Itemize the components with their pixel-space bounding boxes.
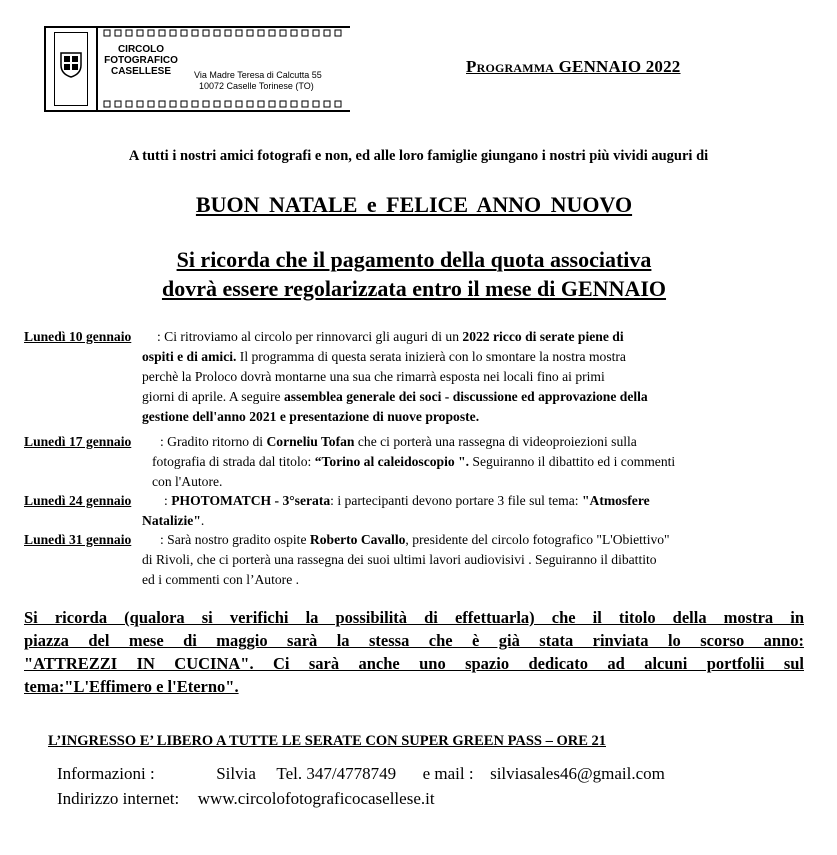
event-date: Lunedì 31 gennaio [24, 532, 132, 547]
contact-phone: Tel. 347/4778749 [276, 764, 397, 783]
film-canister [44, 26, 98, 112]
event-date: Lunedì 24 gennaio [24, 493, 132, 508]
website-link[interactable]: www.circolofotograficocasellese.it [197, 789, 435, 808]
event-item [24, 432, 675, 492]
event-date: Lunedì 10 gennaio [24, 329, 132, 344]
event-text-line: gestione dell'anno 2021 e presentazione di nuove proposte. [142, 409, 480, 424]
event-text-line: perchè la Proloco dovrà montarne una sua che rimarrà esposta nei locali fino ai primi [142, 369, 605, 384]
event-item [24, 491, 650, 531]
contact-email[interactable]: silviasales46@gmail.com [490, 764, 665, 783]
event-text-line: di Rivoli, che ci porterà una rassegna dei suoi ultimi lavori audiovisivi . Seguiranno il dibattito [142, 552, 657, 567]
event-text-line: giorni di aprile. A seguire assemblea generale dei soci - discussione ed approvazione della [142, 389, 648, 404]
program-title: Programma GENNAIO 2022 [466, 57, 681, 76]
email-label: e mail : [422, 764, 474, 783]
event-text-line: : PHOTOMATCH - 3°serata: i partecipanti devono portare 3 file sul tema: "Atmosfere [164, 493, 650, 508]
info-label: Informazioni : [57, 764, 155, 783]
event-date: Lunedì 17 gennaio [24, 434, 132, 449]
event-text-line: Natalizie". [142, 513, 205, 528]
event-text-line: fotografia di strada dal titolo: “Torino al caleidoscopio ". Seguiranno il dibattito ed i commenti [152, 454, 676, 469]
club-logo [44, 26, 350, 112]
greeting-text: A tutti i nostri amici fotografi e non, ed alle loro famiglie giungano i nostri più vividi auguri di [128, 148, 709, 164]
event-text-line: ospiti e di amici. Il programma di questa serata inizierà con lo smontare la nostra mostra [142, 349, 626, 364]
event-item [24, 530, 670, 590]
club-name: CIRCOLO FOTOGRAFICO CASELLESE [104, 44, 178, 77]
website-line [57, 789, 435, 809]
coat-of-arms-icon [60, 52, 82, 78]
contact-info [57, 764, 665, 784]
contact-name: Silvia [216, 764, 256, 783]
fee-reminder: Si ricorda che il pagamento della quota associativa dovrà essere regolarizzata entro il mese di GENNAIO [161, 247, 667, 301]
club-address: Via Madre Teresa di Calcutta 55 10072 Caselle Torinese (TO) [194, 70, 322, 91]
event-text-line: : Sarà nostro gradito ospite Roberto Cavallo, presidente del circolo fotografico "L'Obiettivo" [160, 532, 670, 547]
holiday-headline: BUON NATALE e FELICE ANNO NUOVO [195, 192, 633, 217]
entry-notice: L’INGRESSO E’ LIBERO A TUTTE LE SERATE CON SUPER GREEN PASS – ORE 21 [48, 733, 606, 749]
event-text-line: : Gradito ritorno di Corneliu Tofan che ci porterà una rassegna di videoproiezioni sulla [160, 434, 637, 449]
event-item [24, 327, 648, 427]
event-text-line: ed i commenti con l’Autore . [142, 572, 300, 587]
website-label: Indirizzo internet: [57, 789, 180, 808]
event-text-line: : Ci ritroviamo al circolo per rinnovarci gli auguri di un 2022 ricco di serate piene di [157, 329, 624, 344]
exhibition-note: Si ricorda (qualora si verifichi la possibilità di effettuarla) che il titolo della mostra in piazza del mese di maggio sarà la stessa che è già stata rinviata lo scorso anno: "ATTREZZI IN CUCINA". Ci sarà anche uno spazio dedicato ad alcuni portfolii sul tema:"L'Effimero e l'Eterno". [24, 608, 804, 696]
event-text-line: con l'Autore. [152, 474, 223, 489]
